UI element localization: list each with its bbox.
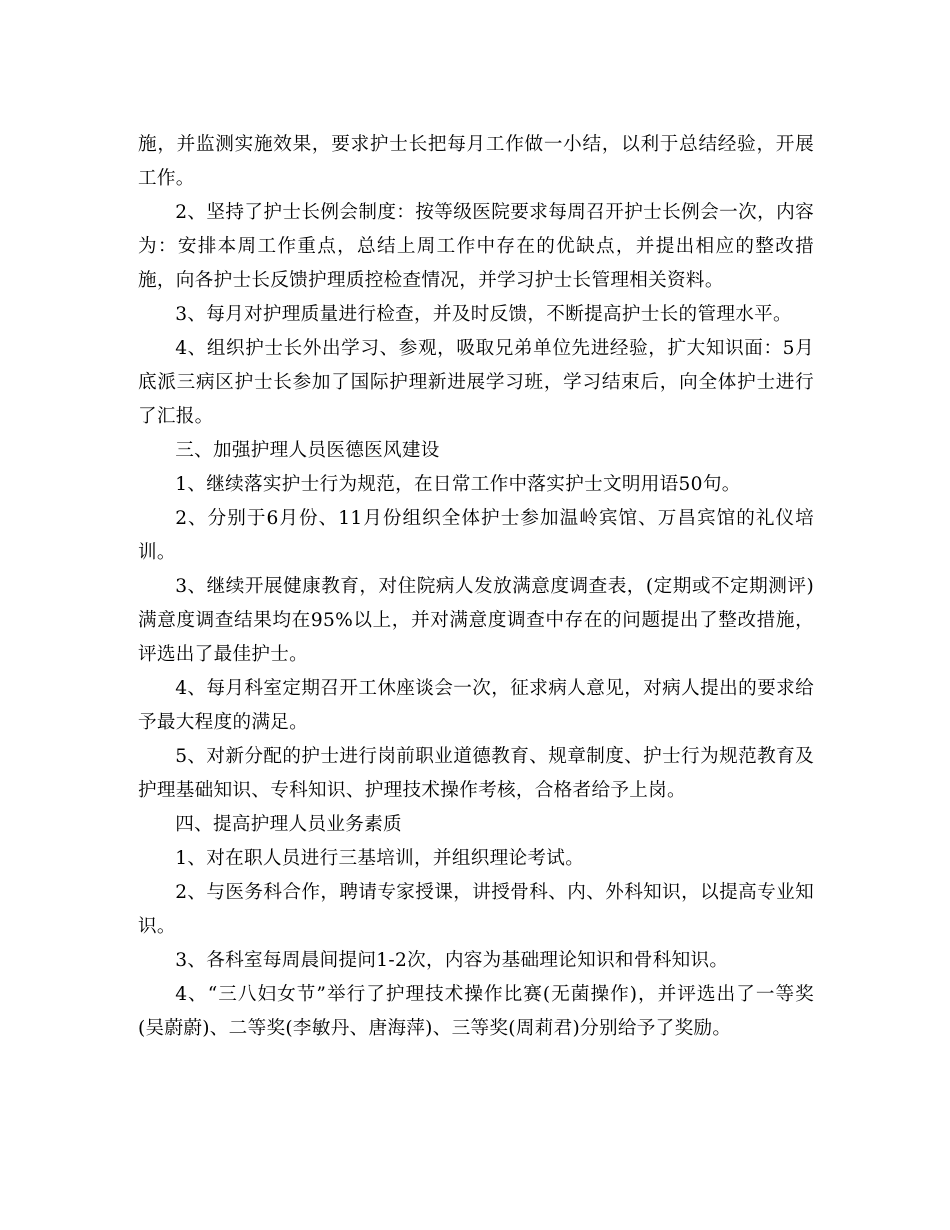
paragraph-head-nurse-meeting: 2、坚持了护士长例会制度：按等级医院要求每周召开护士长例会一次，内容为：安排本周工作重点，总结上周工作中存在的优缺点，并提出相应的整改措施，向各护士长反馈护理质控检查情况，并学习护士长管理相关资料。 [138,202,814,291]
document-body [138,128,814,1046]
paragraph-expert-lectures: 2、与医务科合作，聘请专家授课，讲授骨科、内、外科知识，以提高专业知识。 [138,882,814,937]
paragraph-morning-questions: 3、各科室每周晨间提问1-2次，内容为基础理论知识和骨科知识。 [175,950,729,971]
paragraph-patient-forum: 4、每月科室定期召开工休座谈会一次，征求病人意见，对病人提出的要求给予最大程度的满足。 [138,678,814,733]
section-heading-ethics: 三、加强护理人员医德医风建设 [175,440,440,461]
paragraph-etiquette-training: 2、分别于6月份、11月份组织全体护士参加温岭宾馆、万昌宾馆的礼仪培训。 [138,508,814,563]
paragraph-continuation: 施，并监测实施效果，要求护士长把每月工作做一小结，以利于总结经验，开展工作。 [138,134,814,189]
paragraph-skills-competition: 4、“三八妇女节”举行了护理技术操作比赛(无菌操作)，并评选出了一等奖(吴蔚蔚)、二等奖(李敏丹、唐海萍)、三等奖(周莉君)分别给予了奖励。 [138,984,814,1039]
paragraph-external-study: 4、组织护士长外出学习、参观，吸取兄弟单位先进经验，扩大知识面：5月底派三病区护士长参加了国际护理新进展学习班，学习结束后，向全体护士进行了汇报。 [138,338,814,427]
paragraph-quality-check: 3、每月对护理质量进行检查，并及时反馈，不断提高护士长的管理水平。 [175,304,792,325]
paragraph-basic-training: 1、对在职人员进行三基培训，并组织理论考试。 [175,848,585,869]
paragraph-new-nurse-training: 5、对新分配的护士进行岗前职业道德教育、规章制度、护士行为规范教育及护理基础知识、专科知识、护理技术操作考核，合格者给予上岗。 [138,746,814,801]
paragraph-health-education: 3、继续开展健康教育，对住院病人发放满意度调查表，(定期或不定期测评)满意度调查结果均在95%以上，并对满意度调查中存在的问题提出了整改措施，评选出了最佳护士。 [138,576,814,665]
section-heading-skills: 四、提高护理人员业务素质 [175,814,402,835]
paragraph-conduct-norms: 1、继续落实护士行为规范，在日常工作中落实护士文明用语50句。 [175,474,741,495]
